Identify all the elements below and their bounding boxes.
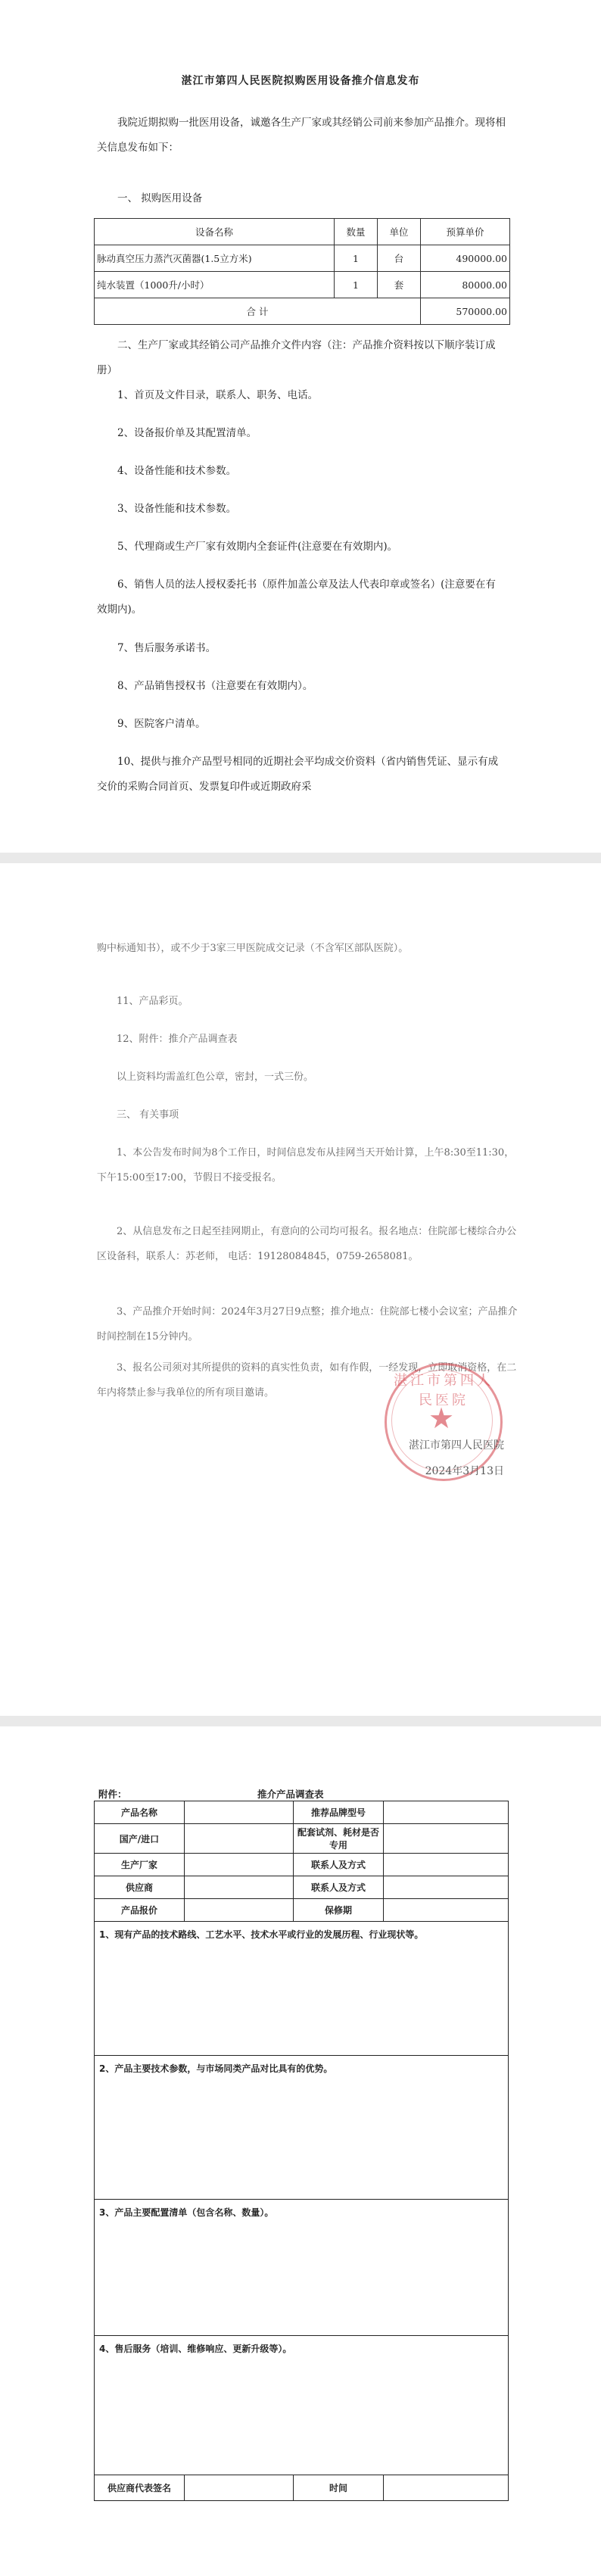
list-item: 2、设备报价单及其配置清单。 — [117, 427, 257, 439]
form-row — [95, 1922, 509, 2056]
question-box[interactable]: 4、售后服务（培训、维修响应、更新升级等）。 — [95, 2336, 509, 2475]
signature-field[interactable] — [185, 2475, 294, 2501]
table-row — [95, 272, 510, 298]
table-total-row — [95, 298, 510, 325]
field-label: 保修期 — [294, 1899, 384, 1922]
field-value[interactable] — [185, 1824, 294, 1854]
form-row — [95, 2200, 509, 2336]
field-label: 国产/进口 — [95, 1824, 185, 1854]
table-cell: 脉动真空压力蒸汽灭菌器(1.5立方米) — [95, 245, 335, 272]
header-cell: 设备名称 — [95, 219, 335, 245]
form-row — [95, 2336, 509, 2475]
field-value[interactable] — [185, 1876, 294, 1899]
field-label: 推荐品牌型号 — [294, 1801, 384, 1824]
field-label: 联系人及方式 — [294, 1876, 384, 1899]
section-3-heading: 三、 有关事项 — [117, 1109, 179, 1121]
list-item: 6、销售人员的法人授权委托书（原件加盖公章及法人代表印章或签名）(注意要在有效期内)。 — [97, 579, 496, 616]
table-cell: 套 — [378, 272, 421, 298]
list-item: 7、售后服务承诺书。 — [117, 642, 216, 654]
list-item: 11、产品彩页。 — [117, 996, 188, 1007]
list-item: 3、报名公司须对其所提供的资料的真实性负责，如有作假，一经发现，立即取消资格，在二年内将禁止参与我单位的所有项目邀请。 — [97, 1362, 517, 1399]
table-row — [95, 245, 510, 272]
list-item: 3、设备性能和技术参数。 — [117, 503, 237, 515]
list-item: 12、附件：推介产品调查表 — [117, 1034, 238, 1045]
form-row — [95, 1854, 509, 1876]
signature-label: 供应商代表签名 — [95, 2475, 185, 2501]
table-cell: 台 — [378, 245, 421, 272]
field-value[interactable] — [384, 1824, 509, 1854]
form-row — [95, 1801, 509, 1824]
table-cell: 80000.00 — [421, 272, 510, 298]
field-value[interactable] — [185, 1801, 294, 1824]
form-row — [95, 1824, 509, 1854]
total-value: 570000.00 — [421, 298, 510, 325]
header-cell: 单位 — [378, 219, 421, 245]
table-cell: 1 — [335, 245, 378, 272]
list-item: 4、设备性能和技术参数。 — [117, 465, 237, 477]
form-title: 推介产品调查表 — [257, 1789, 324, 1800]
field-label: 产品报价 — [95, 1899, 185, 1922]
list-item: 2、从信息发布之日起至挂网期止，有意向的公司均可报名。报名地点：住院部七楼综合办公区设备科，联系人：苏老师， 电话：19128084845，0759-2658081。 — [97, 1226, 517, 1262]
document-title: 湛江市第四人民医院拟购医用设备推介信息发布 — [181, 75, 420, 87]
question-box[interactable]: 2、产品主要技术参数，与市场同类产品对比具有的优势。 — [95, 2056, 509, 2200]
signing-organization: 湛江市第四人民医院 — [409, 1439, 504, 1452]
list-item: 1、本公告发布时间为8个工作日，时间信息发布从挂网当天开始计算，上午8:30至11:30，下午15:00至17:00，节假日不接受报名。 — [97, 1147, 515, 1184]
field-label: 联系人及方式 — [294, 1854, 384, 1876]
question-box[interactable]: 1、现有产品的技术路线、工艺水平、技术水平或行业的发展历程、行业现状等。 — [95, 1922, 509, 2056]
field-value[interactable] — [185, 1899, 294, 1922]
list-item: 3、产品推介开始时间：2024年3月27日9点整；推介地点：住院部七楼小会议室；产品推介时间控制在15分钟内。 — [97, 1306, 518, 1343]
header-cell: 预算单价 — [421, 219, 510, 245]
table-cell: 490000.00 — [421, 245, 510, 272]
time-field[interactable] — [384, 2475, 509, 2501]
table-cell: 1 — [335, 272, 378, 298]
form-row — [95, 1899, 509, 1922]
time-label: 时间 — [294, 2475, 384, 2501]
list-item: 以上资料均需盖红色公章，密封，一式三份。 — [117, 1071, 314, 1083]
signing-date: 2024年3月13日 — [425, 1465, 504, 1477]
list-item: 1、首页及文件目录，联系人、职务、电话。 — [117, 389, 319, 401]
form-row — [95, 1876, 509, 1899]
list-item: 8、产品销售授权书（注意要在有效期内）。 — [117, 680, 313, 692]
list-item: 10、提供与推介产品型号相同的近期社会平均成交价资料（省内销售凭证、显示有成交价的采购合同首页、发票复印件或近期政府采 — [97, 756, 499, 793]
field-value[interactable] — [185, 1854, 294, 1876]
list-item: 9、医院客户清单。 — [117, 718, 206, 730]
equipment-table — [94, 218, 510, 325]
form-row — [95, 2475, 509, 2501]
field-value[interactable] — [384, 1876, 509, 1899]
list-item: 5、代理商或生产厂家有效期内全套证件(注意要在有效期内)。 — [117, 541, 398, 553]
seal-star-icon: ★ — [428, 1402, 455, 1435]
continued-paragraph: 购中标通知书），或不少于3家三甲医院成交记录（不含军区部队医院）。 — [97, 943, 409, 954]
table-header-row — [95, 219, 510, 245]
field-label: 供应商 — [95, 1876, 185, 1899]
attachment-label: 附件： — [98, 1789, 127, 1800]
product-survey-form — [94, 1801, 509, 2501]
document-page-1 — [0, 0, 601, 853]
section-1-heading: 一、 拟购医用设备 — [117, 192, 203, 204]
field-label: 生产厂家 — [95, 1854, 185, 1876]
seal-text: 湛江市第四人民医院 — [394, 1373, 494, 1408]
intro-paragraph: 我院近期拟购一批医用设备，诚邀各生产厂家或其经销公司前来参加产品推介。现将相关信息发布如下： — [97, 117, 506, 154]
section-2-heading: 二、生产厂家或其经销公司产品推介文件内容（注：产品推介资料按以下顺序装订成册） — [97, 339, 496, 376]
field-label: 产品名称 — [95, 1801, 185, 1824]
field-value[interactable] — [384, 1801, 509, 1824]
header-cell: 数量 — [335, 219, 378, 245]
form-row — [95, 2056, 509, 2200]
question-box[interactable]: 3、产品主要配置清单（包含名称、数量）。 — [95, 2200, 509, 2336]
field-value[interactable] — [384, 1854, 509, 1876]
field-label: 配套试剂、耗材是否专用 — [294, 1824, 384, 1854]
field-value[interactable] — [384, 1899, 509, 1922]
total-label: 合 计 — [95, 298, 421, 325]
table-cell: 纯水装置（1000升/小时） — [95, 272, 335, 298]
